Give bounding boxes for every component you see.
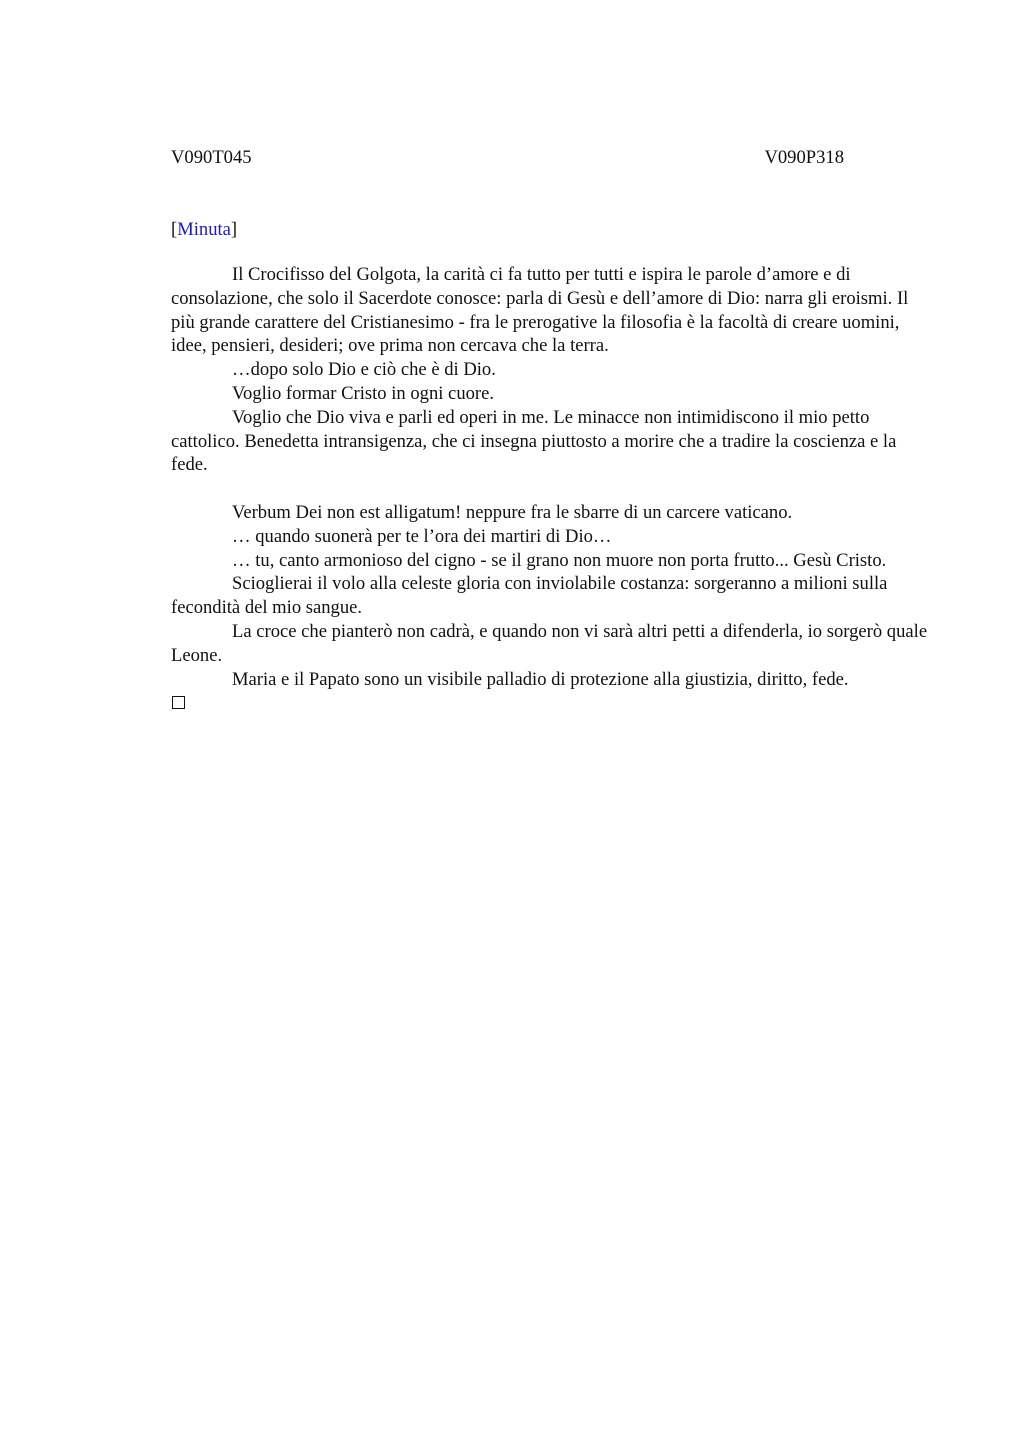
paragraph-7: … tu, canto armonioso del cigno - se il grano non muore non porta frutto... Gesù Cristo.	[232, 549, 887, 571]
paragraph-9: La croce che pianterò non cadrà, e quando non vi sarà altri petti a difenderla, io sorgerò quale Leone.	[171, 620, 928, 666]
paragraph-spacer	[171, 477, 931, 501]
paragraph-4: Voglio che Dio viva e parli ed operi in me. Le minacce non intimidiscono il mio petto cattolico. Benedetta intransigenza, che ci insegna piuttosto a morire che a tradire la coscienza e la fede.	[171, 406, 897, 476]
minuta-tag	[171, 216, 931, 244]
paragraph-6: … quando suonerà per te l’ora dei martiri di Dio…	[232, 525, 612, 547]
paragraph-5: Verbum Dei non est alligatum! neppure fra le sbarre di un carcere vaticano.	[232, 501, 793, 523]
document-page	[171, 144, 931, 716]
document-header	[171, 144, 844, 172]
header-right-code: V090P318	[764, 147, 844, 168]
paragraph-3: Voglio formar Cristo in ogni cuore.	[232, 382, 495, 404]
tag-open-bracket: [	[171, 219, 178, 240]
minuta-link[interactable]: Minuta	[177, 219, 231, 240]
document-body	[171, 263, 931, 716]
header-left-code: V090T045	[171, 147, 252, 168]
paragraph-8: Scioglierai il volo alla celeste gloria con inviolabile costanza: sorgeranno a milioni sulla fecondità del mio sangue.	[171, 573, 888, 619]
paragraph-10: Maria e il Papato sono un visibile palladio di protezione alla giustizia, diritto, fede.	[232, 668, 849, 690]
empty-square-icon	[172, 696, 185, 709]
paragraph-1: Il Crocifisso del Golgota, la carità ci fa tutto per tutti e ispira le parole d’amore e di consolazione, che solo il Sacerdote conosce: parla di Gesù e dell’amore di Dio: narra gli eroismi. Il più grande carattere del Cristianesimo - fra le prerogative la filosofia è la facoltà di creare uomini, idee, pensieri, desideri; ove prima non cercava che la terra.	[171, 264, 909, 357]
tag-close-bracket: ]	[230, 219, 238, 240]
paragraph-2: …dopo solo Dio e ciò che è di Dio.	[232, 359, 496, 381]
